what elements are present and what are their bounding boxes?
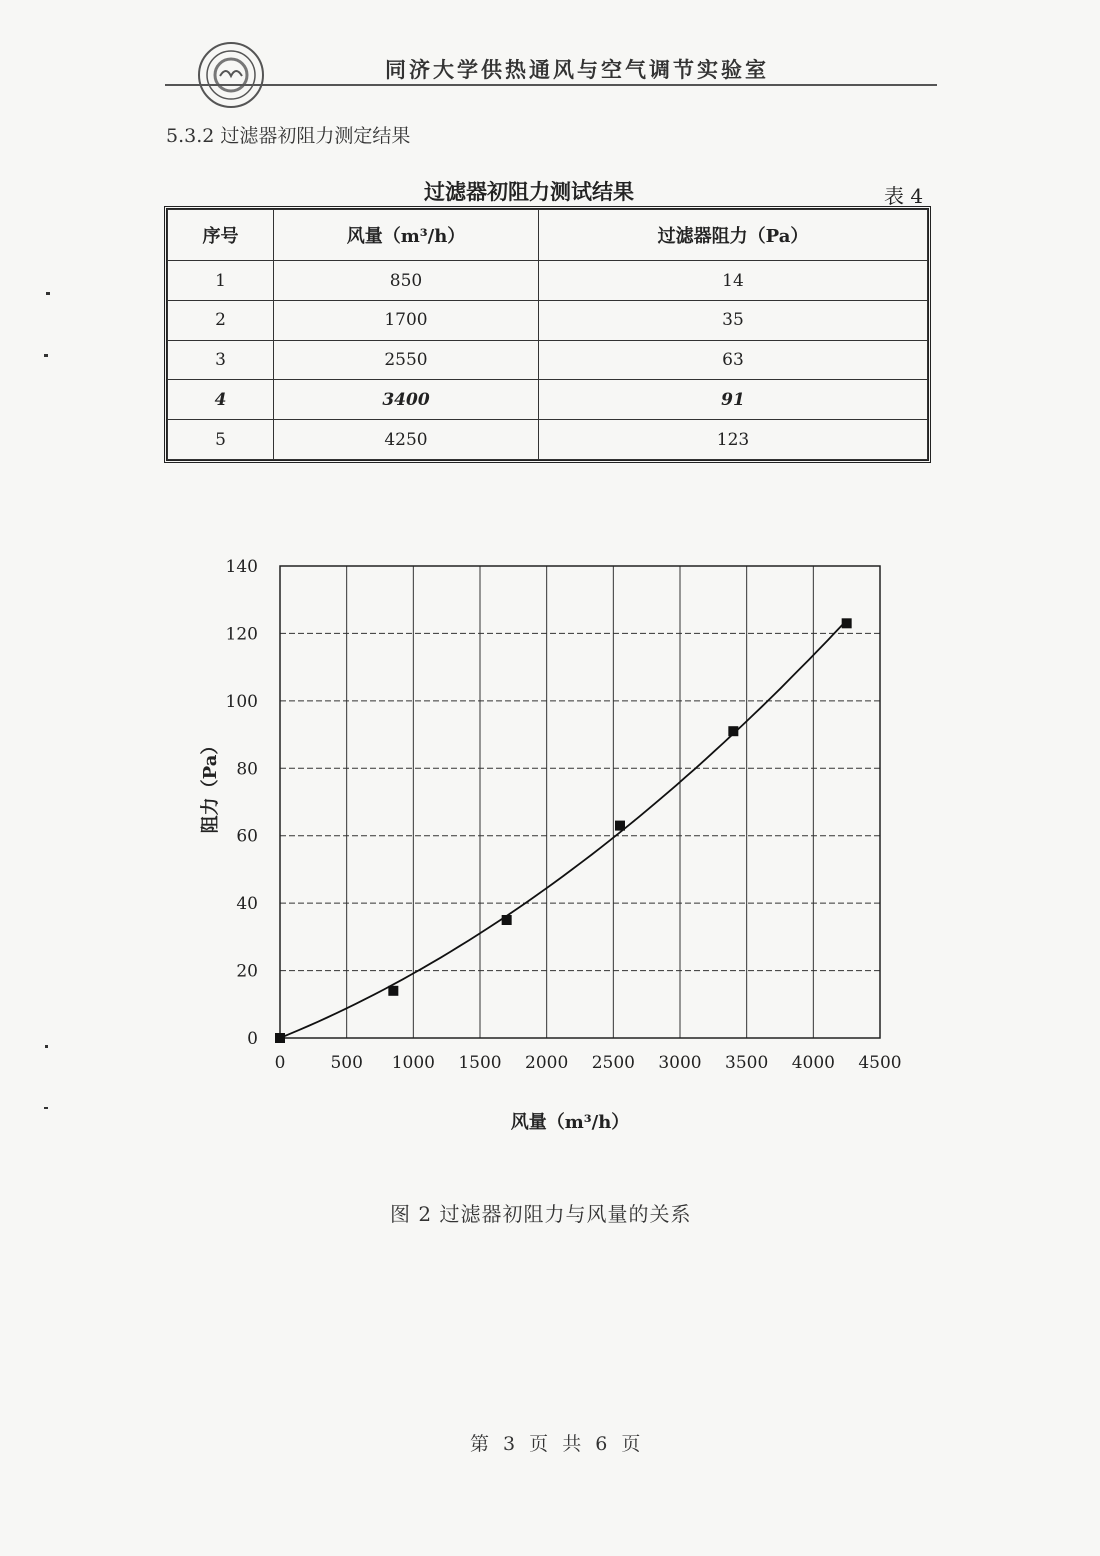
table-cell: 63	[539, 340, 928, 380]
x-tick-label: 3000	[658, 1053, 702, 1073]
table-cell: 2550	[274, 340, 539, 380]
scan-artifact	[44, 354, 48, 357]
table-header-cell: 过滤器阻力（Pa）	[539, 210, 928, 261]
table-cell: 123	[539, 420, 928, 460]
y-tick-label: 120	[225, 624, 258, 645]
x-tick-label: 2500	[591, 1053, 635, 1073]
section-title: 5.3.2 过滤器初阻力测定结果	[166, 125, 411, 147]
data-point	[842, 618, 852, 628]
x-tick-label: 1500	[458, 1053, 502, 1073]
vertical-gridlines	[347, 566, 814, 1038]
y-axis-label: 阻力（Pa）	[200, 736, 221, 834]
table-number: 表 4	[884, 184, 924, 208]
data-point	[275, 1033, 285, 1043]
table-cell: 14	[539, 261, 928, 301]
table-cell: 850	[274, 261, 539, 301]
table-cell: 4	[168, 380, 274, 420]
table-cell: 91	[539, 380, 928, 420]
data-point	[615, 821, 625, 831]
table-cell: 1	[168, 261, 274, 301]
scan-artifact	[44, 1107, 48, 1109]
table-header-cell: 序号	[168, 210, 274, 261]
x-axis-label: 风量（m³/h）	[510, 1112, 630, 1133]
table-cell: 1700	[274, 300, 539, 340]
scan-artifact	[46, 292, 50, 295]
x-axis-tick-labels	[275, 1053, 902, 1073]
data-points	[275, 618, 852, 1043]
x-tick-label: 4000	[791, 1053, 835, 1073]
x-tick-label: 2000	[525, 1053, 569, 1073]
y-tick-label: 80	[236, 759, 258, 780]
x-tick-label: 500	[330, 1053, 363, 1073]
table-cell: 2	[168, 300, 274, 340]
table-cell: 5	[168, 420, 274, 460]
table-cell: 3	[168, 340, 274, 380]
table-cell: 4250	[274, 420, 539, 460]
data-point	[388, 986, 398, 996]
table-caption: 过滤器初阻力测试结果	[424, 179, 634, 204]
page-footer: 第 3 页 共 6 页	[470, 1433, 645, 1455]
x-tick-label: 1000	[391, 1053, 435, 1073]
x-tick-label: 4500	[858, 1053, 902, 1073]
trend-curve	[280, 620, 847, 1038]
y-tick-label: 0	[247, 1029, 258, 1049]
data-point	[728, 726, 738, 736]
y-tick-label: 140	[225, 557, 258, 577]
y-tick-label: 40	[236, 894, 258, 915]
y-tick-label: 100	[225, 691, 258, 712]
table-header-cell: 风量（m³/h）	[274, 210, 539, 261]
y-tick-label: 60	[236, 826, 258, 847]
scan-artifact	[45, 1045, 48, 1048]
horizontal-gridlines	[280, 633, 880, 970]
plot-area-border	[280, 566, 880, 1038]
figure-caption: 图 2 过滤器初阻力与风量的关系	[390, 1202, 692, 1226]
table-cell: 3400	[274, 380, 539, 420]
y-axis-tick-labels	[226, 557, 258, 1049]
data-point	[502, 915, 512, 925]
y-tick-label: 20	[236, 961, 258, 982]
x-tick-label: 3500	[725, 1053, 769, 1073]
header-title: 同济大学供热通风与空气调节实验室	[385, 57, 769, 82]
table-cell: 35	[539, 300, 928, 340]
x-tick-label: 0	[274, 1053, 286, 1073]
